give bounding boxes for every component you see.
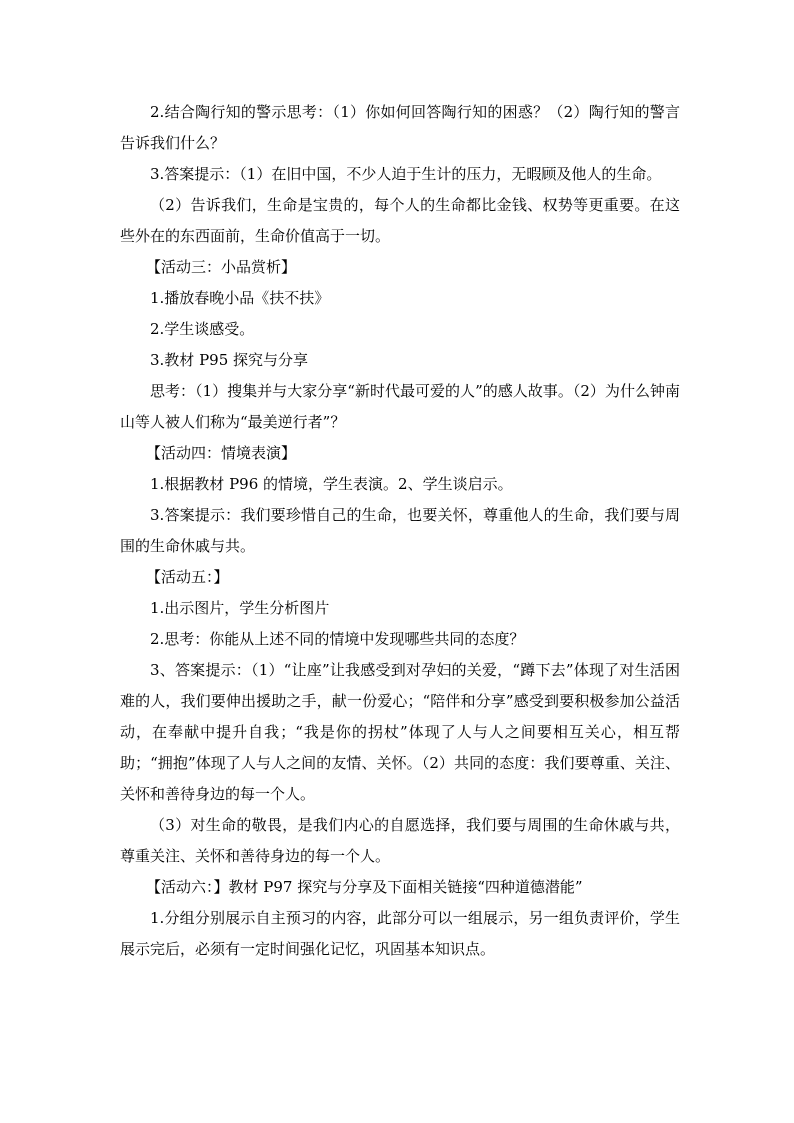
- paragraph-activity-5-step-1: 1.出示图片，学生分析图片: [150, 599, 330, 617]
- heading-activity-5: 【活动五：】: [146, 568, 229, 586]
- paragraph-activity-5-answer-3: （3）对生命的敬畏，是我们内心的自愿选择，我们要与周围的生命休戚与共，尊重关注、关怀和善待身边的每一个人。: [120, 816, 680, 865]
- heading-activity-3: 【活动三：小品赏析】: [146, 258, 297, 276]
- paragraph-activity-3-step-3: 3.教材 P95 探究与分享: [150, 351, 309, 369]
- paragraph-activity-3-think: 思考：（1）搜集并与大家分享“新时代最可爱的人”的感人故事。（2）为什么钟南山等人被人们称为“最美逆行者”？: [120, 382, 680, 431]
- paragraph-activity-5-answer: 3、答案提示：（1）“让座”让我感受到对孕妇的关爱，“蹲下去”体现了对生活困难的人，我们要伸出援助之手，献一份爱心；“陪伴和分享”感受到要积极参加公益活动，在奉献中提升自我；“我是你的拐杖”体现了人与人之间要相互关心，相互帮助；“拥抱”体现了人与人之间的友情、关怀。（2）共同的态度：我们要尊重、关注、关怀和善待身边的每一个人。: [120, 661, 680, 803]
- paragraph-question-2: 2.结合陶行知的警示思考：（1）你如何回答陶行知的困惑？（2）陶行知的警言告诉我们什么？: [120, 103, 680, 152]
- paragraph-answer-hint-2: （2）告诉我们，生命是宝贵的，每个人的生命都比金钱、权势等更重要。在这些外在的东西面前，生命价值高于一切。: [120, 196, 680, 245]
- heading-activity-4: 【活动四：情境表演】: [146, 444, 297, 462]
- paragraph-activity-4-answer: 3.答案提示：我们要珍惜自己的生命，也要关怀，尊重他人的生命，我们要与周围的生命休戚与共。: [120, 506, 680, 555]
- heading-activity-6: 【活动六：】教材 P97 探究与分享及下面相关链接“四种道德潜能”: [146, 878, 583, 896]
- document-body: [120, 97, 680, 965]
- paragraph-answer-hint-1: 3.答案提示：（1）在旧中国，不少人迫于生计的压力，无暇顾及他人的生命。: [150, 165, 662, 183]
- paragraph-activity-3-step-1: 1.播放春晚小品《扶不扶》: [150, 289, 330, 307]
- paragraph-activity-4-step-1: 1.根据教材 P96 的情境，学生表演。2、学生谈启示。: [150, 475, 513, 493]
- paragraph-activity-5-step-2: 2.思考：你能从上述不同的情境中发现哪些共同的态度？: [150, 630, 525, 648]
- paragraph-activity-3-step-2: 2.学生谈感受。: [150, 320, 255, 338]
- paragraph-activity-6-step-1: 1.分组分别展示自主预习的内容，此部分可以一组展示，另一组负责评价，学生展示完后，必须有一定时间强化记忆，巩固基本知识点。: [120, 909, 680, 958]
